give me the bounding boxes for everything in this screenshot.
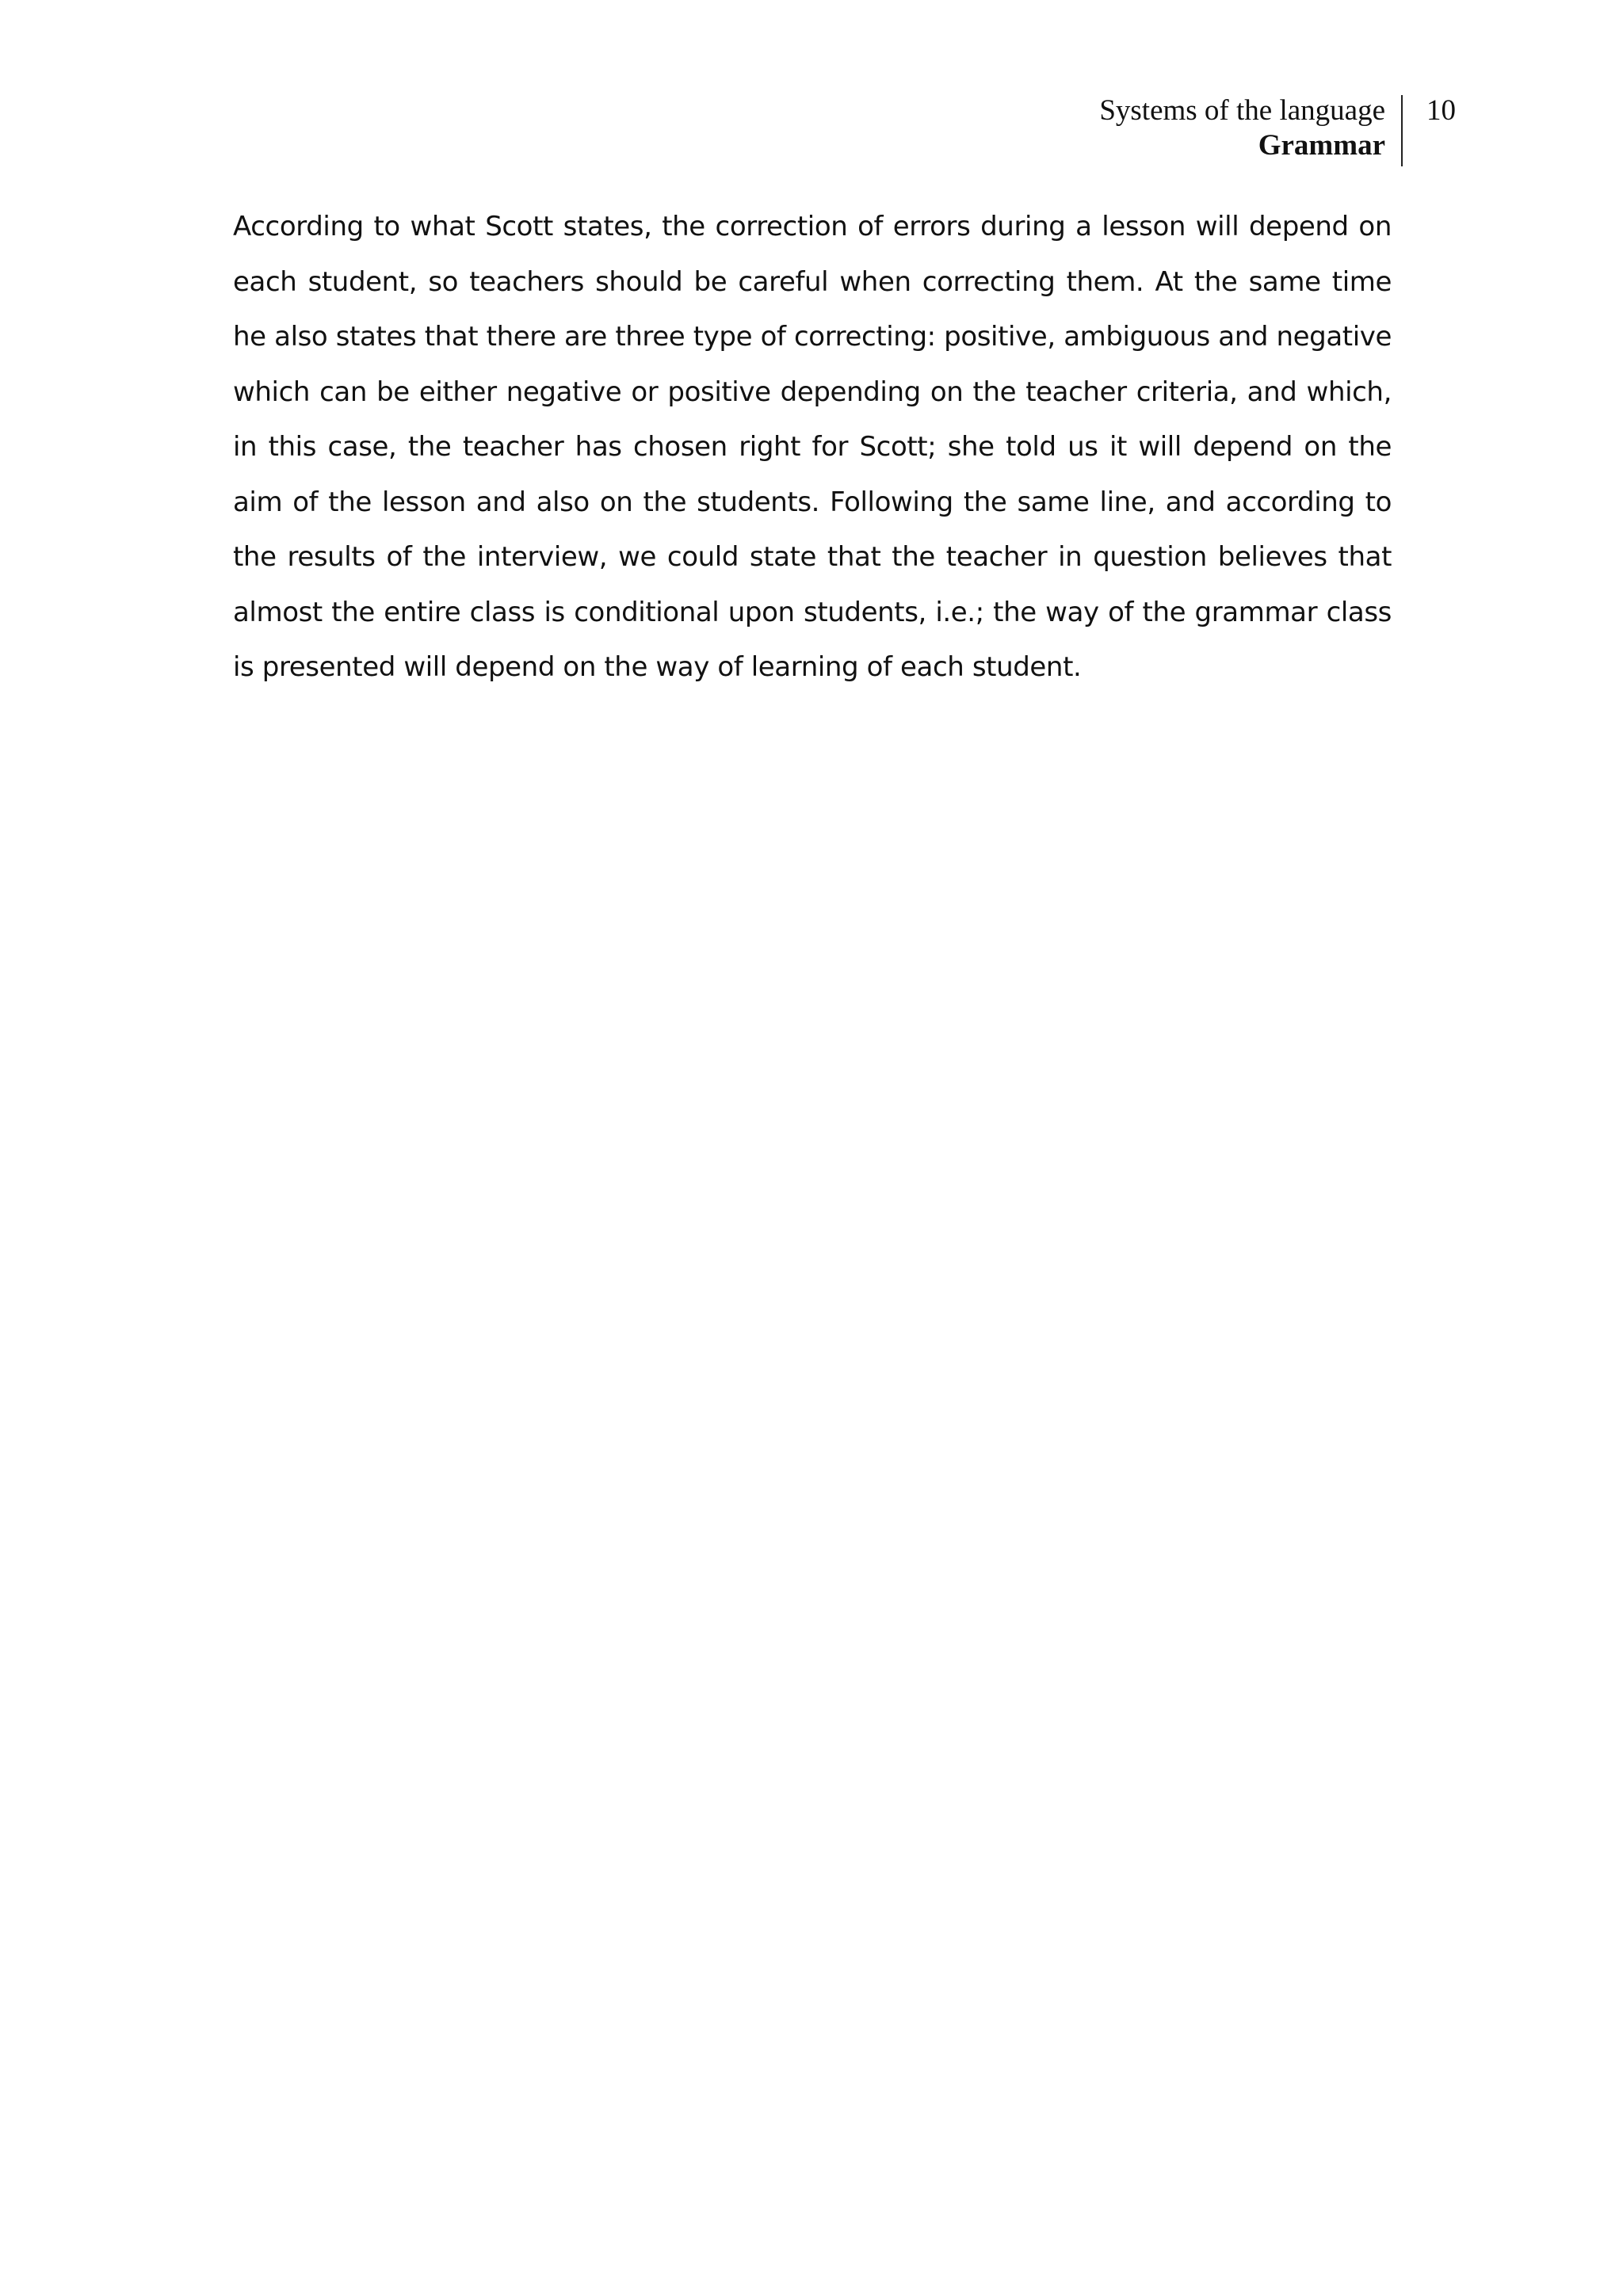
header-separator: [1401, 95, 1403, 166]
body-paragraph: According to what Scott states, the correction of errors during a lesson will depend on each student, so teachers should be careful when correcting them. At the same time he also states that there are three type of correcting: positive, ambiguous and negative which can be either negative or positive depending on the teacher criteria, and which, in this case, the teacher has chosen right for Scott; she told us it will depend on the aim of the lesson and also on the students. Following the same line, and according to the results of the interview, we could state that the teacher in question believes that almost the entire class is conditional upon students, i.e.; the way of the grammar class is presented will depend on the way of learning of each student.: [233, 211, 1392, 683]
running-header: [689, 93, 1403, 166]
page-number: 10: [1426, 94, 1456, 127]
header-title-block: [1099, 93, 1385, 163]
header-subject: Systems of the language: [1099, 94, 1385, 127]
header-topic: Grammar: [1258, 129, 1385, 162]
